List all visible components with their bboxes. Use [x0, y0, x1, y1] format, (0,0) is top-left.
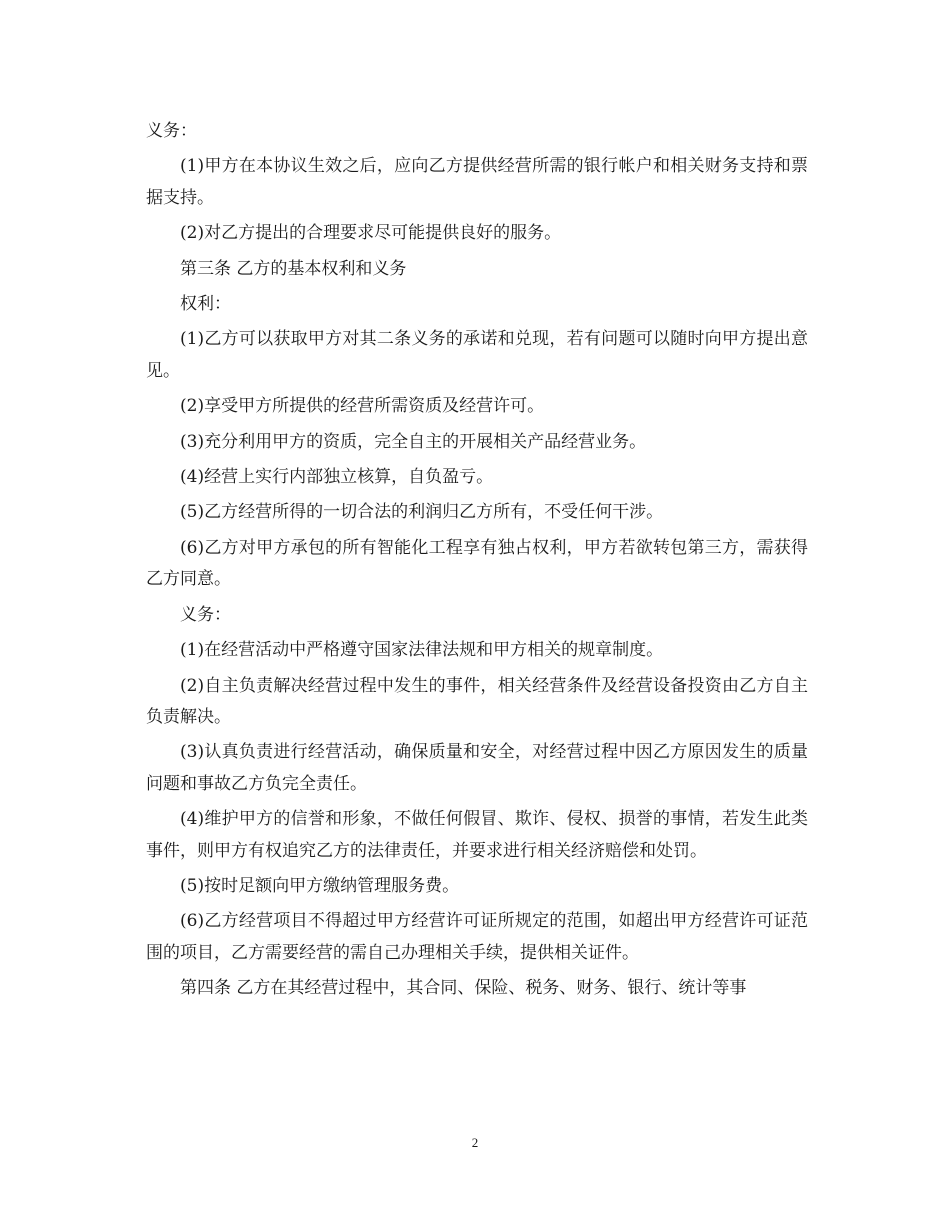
page-number: 2 [471, 1135, 479, 1150]
paragraph-party-b-right-5: (5)乙方经营所得的一切合法的利润归乙方所有，不受任何干涉。 [180, 502, 664, 523]
article-four-paragraph: 第四条 乙方在其经营过程中，其合同、保险、税务、财务、银行、统计等事 [180, 978, 747, 999]
paragraph-party-b-right-3: (3)充分利用甲方的资质，完全自主的开展相关产品经营业务。 [180, 431, 647, 452]
paragraph-rights-heading: 权利： [180, 294, 231, 315]
document-body [146, 116, 808, 1009]
paragraph-party-b-obligation-5: (5)按时足额向甲方缴纳管理服务费。 [180, 875, 460, 896]
paragraph-party-b-right-1: (1)乙方可以获取甲方对其二条义务的承诺和兑现，若有问题可以随时向甲方提出意见。 [146, 329, 808, 381]
paragraph-obligations-heading-2: 义务： [180, 604, 231, 625]
paragraph-party-b-obligation-4: (4)维护甲方的信誉和形象，不做任何假冒、欺诈、侵权、损誉的事情，若发生此类事件，则甲方有权追究乙方的法律责任，并要求进行相关经济赔偿和处罚。 [146, 809, 808, 861]
paragraph-party-b-obligation-3: (3)认真负责进行经营活动，确保质量和安全，对经营过程中因乙方原因发生的质量问题和事故乙方负完全责任。 [146, 742, 808, 794]
paragraph-party-a-obligation-2: (2)对乙方提出的合理要求尽可能提供良好的服务。 [180, 223, 562, 244]
paragraph-party-b-right-2: (2)享受甲方所提供的经营所需资质及经营许可。 [180, 396, 545, 417]
article-three-heading: 第三条 乙方的基本权利和义务 [180, 258, 407, 279]
paragraph-party-b-obligation-2: (2)自主负责解决经营过程中发生的事件，相关经营条件及经营设备投资由乙方自主负责解决。 [146, 675, 808, 727]
paragraph-party-b-right-4: (4)经营上实行内部独立核算，自负盈亏。 [180, 467, 494, 488]
paragraph-obligations-heading-1: 义务： [146, 121, 197, 141]
paragraph-party-b-obligation-6: (6)乙方经营项目不得超过甲方经营许可证所规定的范围，如超出甲方经营许可证范围的项目，乙方需要经营的需自己办理相关手续，提供相关证件。 [146, 911, 808, 963]
paragraph-party-b-obligation-1: (1)在经营活动中严格遵守国家法律法规和甲方相关的规章制度。 [180, 640, 664, 661]
paragraph-party-a-obligation-1: (1)甲方在本协议生效之后，应向乙方提供经营所需的银行帐户和相关财务支持和票据支持。 [146, 156, 808, 208]
paragraph-party-b-right-6: (6)乙方对甲方承包的所有智能化工程享有独占权利，甲方若欲转包第三方，需获得乙方同意。 [146, 537, 808, 590]
